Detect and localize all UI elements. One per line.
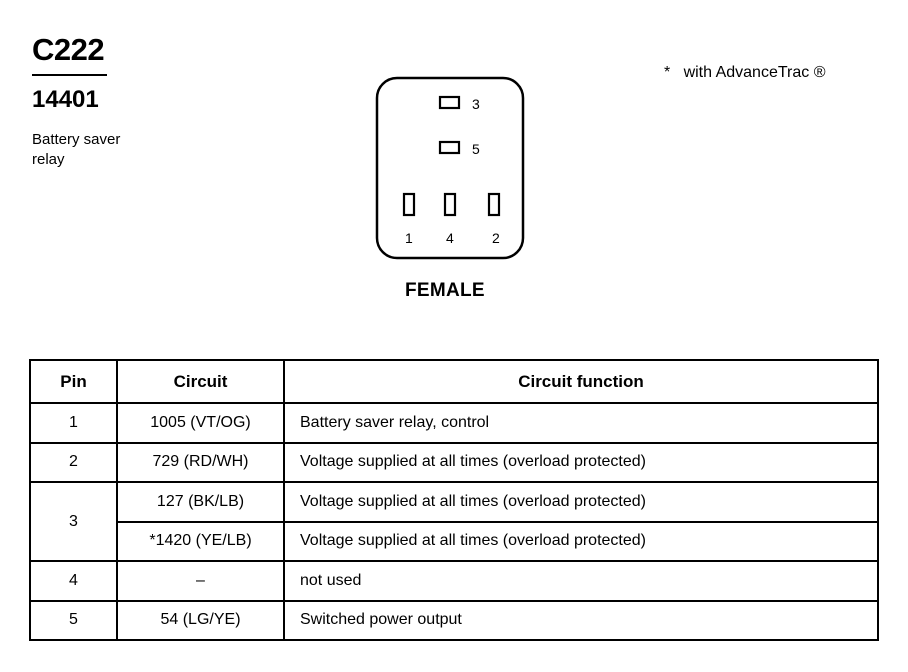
table-row	[30, 601, 878, 641]
header-circuit-function: Circuit function	[284, 360, 878, 403]
cell-function: Voltage supplied at all times (overload protected)	[284, 522, 878, 562]
pin-1-terminal	[404, 194, 414, 215]
cell-function: Voltage supplied at all times (overload protected)	[284, 482, 878, 522]
cell-circuit: *1420 (YE/LB)	[117, 522, 284, 562]
pin-5-terminal	[440, 142, 459, 153]
pin-2-terminal	[489, 194, 499, 215]
cell-pin: 1	[30, 403, 117, 443]
cell-pin: 5	[30, 601, 117, 641]
cell-circuit: 729 (RD/WH)	[117, 443, 284, 483]
pin-1-label: 1	[405, 230, 413, 246]
cell-function: Switched power output	[284, 601, 878, 641]
cell-circuit: 127 (BK/LB)	[117, 482, 284, 522]
pin-4-label: 4	[446, 230, 454, 246]
cell-function: Battery saver relay, control	[284, 403, 878, 443]
cell-circuit: 54 (LG/YE)	[117, 601, 284, 641]
cell-function: not used	[284, 561, 878, 601]
connector-gender-label: FEMALE	[405, 280, 485, 301]
header-pin: Pin	[30, 360, 117, 403]
connector-face-diagram	[360, 70, 540, 270]
cell-function: Voltage supplied at all times (overload protected)	[284, 443, 878, 483]
cell-circuit: –	[117, 561, 284, 601]
table-row	[30, 403, 878, 443]
cell-pin: 3	[30, 482, 117, 561]
cell-circuit: 1005 (VT/OG)	[117, 403, 284, 443]
footnote: * with AdvanceTrac ®	[664, 64, 826, 81]
part-number: 14401	[32, 86, 99, 113]
table-row	[30, 561, 878, 601]
cell-pin: 4	[30, 561, 117, 601]
pin-3-terminal	[440, 97, 459, 108]
pin-2-label: 2	[492, 230, 500, 246]
connector-id: C222	[32, 32, 105, 67]
table-row	[30, 443, 878, 483]
description-line-1: Battery saver	[32, 131, 121, 148]
description-line-2: relay	[32, 151, 65, 168]
pin-4-terminal	[445, 194, 455, 215]
table-row	[30, 522, 878, 562]
table-header-row	[30, 360, 878, 403]
header-circuit: Circuit	[117, 360, 284, 403]
pin-5-label: 5	[472, 141, 480, 157]
cell-pin: 2	[30, 443, 117, 483]
title-underline	[32, 74, 107, 76]
pin-table	[29, 359, 879, 641]
pin-3-label: 3	[472, 96, 480, 112]
table-row	[30, 482, 878, 522]
